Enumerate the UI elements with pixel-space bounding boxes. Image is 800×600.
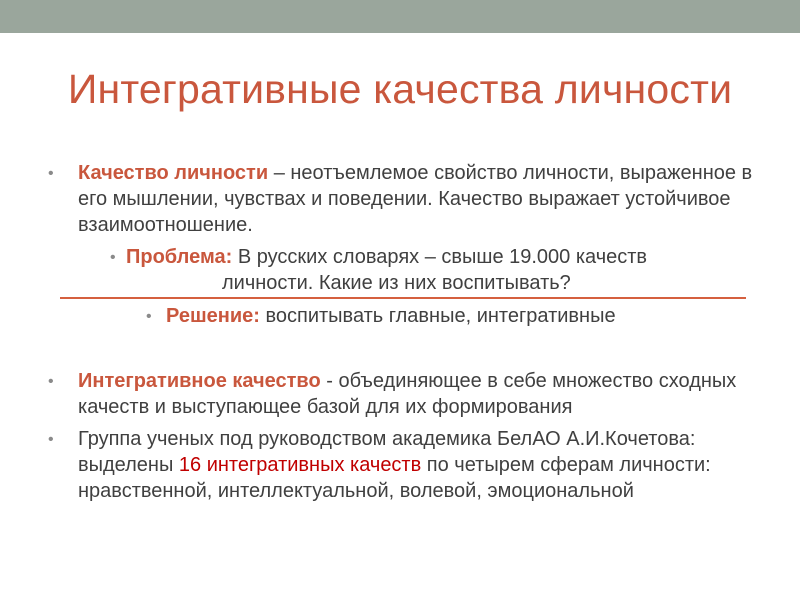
problem-line1: В русских словарях – свыше 19.000 качеств	[232, 246, 648, 268]
term-quality: Качество личности	[78, 162, 269, 184]
bullet-integrative-quality	[78, 368, 758, 420]
definition-text: – неотъемлемое свойство личности, выраженное в его мышлении, чувствах и поведении. Качество выражает устойчивое взаимоотношение.	[78, 162, 753, 236]
bullet-dot-icon: •	[48, 373, 54, 390]
bullet-quality-definition	[78, 160, 758, 238]
bullet-dot-icon: •	[48, 165, 54, 182]
bullet-dot-icon: •	[146, 308, 152, 325]
term-problem: Проблема:	[126, 246, 233, 268]
highlight-16-qualities: 16 интегративных качеств	[178, 454, 422, 476]
bullet-dot-icon: •	[110, 249, 116, 266]
term-solution: Решение:	[166, 305, 260, 327]
group-text-after: по четырем сферам личности: нравственной, интеллектуальной, волевой, эмоциональной	[78, 454, 711, 502]
slide-title: Интегративные качества личности	[67, 66, 733, 112]
group-text-before: Группа ученых под руководством академика БелАО А.И.Кочетова: выделены	[78, 428, 696, 476]
bullet-dot-icon: •	[48, 431, 54, 448]
problem-line2: личности. Какие из них воспитывать?	[222, 272, 571, 294]
sub-bullet-solution	[166, 303, 766, 329]
top-bar	[0, 0, 800, 33]
solution-text: воспитывать главные, интегративные	[259, 305, 616, 327]
integrative-text: - объединяющее в себе множество сходных качеств и выступающее базой для их формирования	[78, 370, 737, 418]
divider-line	[60, 297, 746, 299]
term-integrative: Интегративное качество	[78, 370, 321, 392]
bullet-kochetov-group	[78, 426, 758, 504]
sub-bullet-problem	[126, 244, 766, 270]
